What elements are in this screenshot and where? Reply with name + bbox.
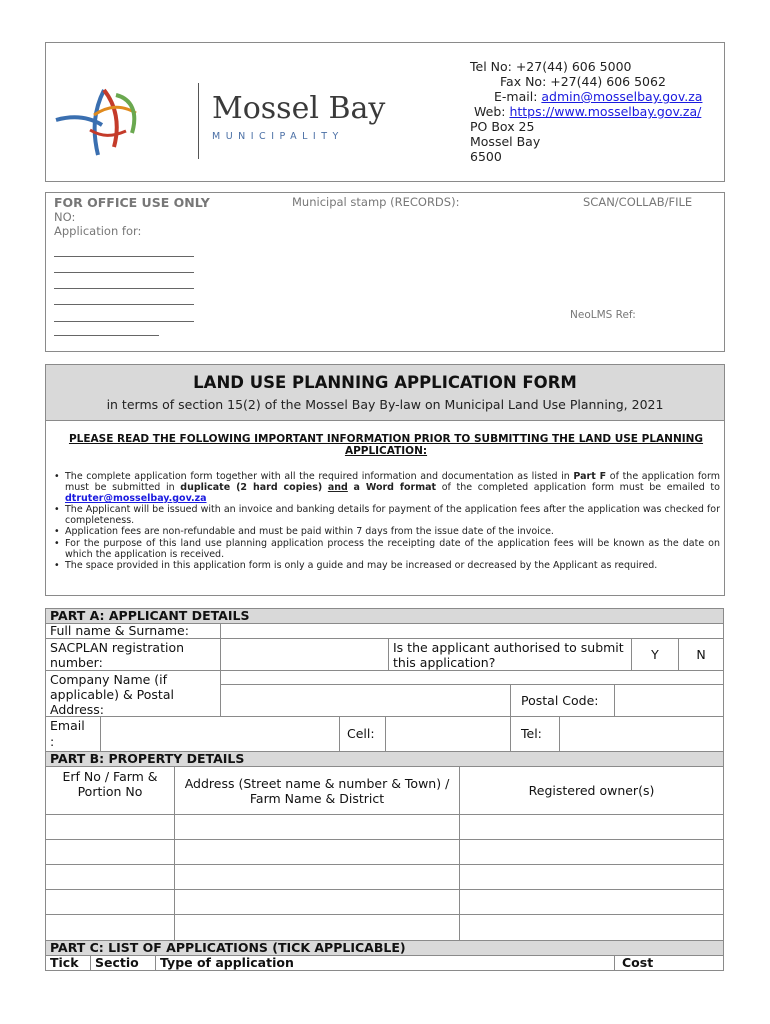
instruction-item: • The space provided in this application form is only a guide and may be increased or decreased by the Applicant as required. [52,560,720,571]
erf-no-cell[interactable] [45,814,175,840]
application-for-line[interactable] [54,335,159,336]
erf-no-column-header: Erf No / Farm & Portion No [45,766,175,815]
part-c-heading: PART C: LIST OF APPLICATIONS (TICK APPLICABLE) [45,940,724,956]
company-postal-label: Company Name (if applicable) & Postal Address: [45,670,221,717]
application-for-line[interactable] [54,288,194,289]
cell-label: Cell: [339,716,386,752]
form-title: LAND USE PLANNING APPLICATION FORM [193,373,577,392]
full-name-label: Full name & Surname: [45,623,221,639]
contact-tel: Tel No: +27(44) 606 5000 [470,59,632,74]
owner-cell[interactable] [459,889,724,915]
owner-cell[interactable] [459,814,724,840]
authorised-yes-box[interactable]: Y [631,638,679,671]
instruction-item: • For the purpose of this land use planning application process the receipting date of the application fees will be known as the date on which the application is received. [52,538,720,560]
contact-fax: Fax No: +27(44) 606 5062 [500,74,666,89]
address-column-header: Address (Street name & number & Town) / Farm Name & District [174,766,460,815]
address-cell[interactable] [174,814,460,840]
contact-email-link[interactable]: admin@mosselbay.gov.za [541,89,703,104]
office-use-title: FOR OFFICE USE ONLY [54,195,210,210]
owner-cell[interactable] [459,839,724,865]
authorised-no-box[interactable]: N [678,638,724,671]
mossel-bay-logo-mark [54,75,194,170]
neolms-ref-label: NeoLMS Ref: [570,309,636,321]
municipal-stamp-label: Municipal stamp (RECORDS): [292,195,460,209]
instruction-item: • Application fees are non-refundable and must be paid within 7 days from the issue date of the invoice. [52,526,720,537]
full-name-field[interactable] [220,623,724,639]
erf-no-cell[interactable] [45,864,175,890]
owner-cell[interactable] [459,914,724,941]
part-a-heading: PART A: APPLICANT DETAILS [45,608,724,624]
contact-town: Mossel Bay [470,134,541,149]
cost-column-header: Cost [614,955,724,971]
email-label: Email : [45,716,101,752]
contact-email-row [470,89,702,104]
contact-code: 6500 [470,149,502,164]
section-column-header: Sectio [90,955,156,971]
registered-owner-column-header: Registered owner(s) [459,766,724,815]
tick-column-header: Tick [45,955,91,971]
address-cell[interactable] [174,839,460,865]
letterhead [45,42,725,182]
contact-web-link[interactable]: https://www.mosselbay.gov.za/ [509,104,702,119]
postal-code-label: Postal Code: [510,684,615,717]
erf-no-cell[interactable] [45,839,175,865]
form-subtitle: in terms of section 15(2) of the Mossel Bay By-law on Municipal Land Use Planning, 2021 [106,397,664,412]
sacplan-label: SACPLAN registration number: [45,638,221,671]
office-no-label: NO: [54,210,76,224]
logo-name: Mossel Bay [212,91,386,126]
contact-web-row [470,104,702,119]
postal-address-field[interactable] [220,684,511,717]
authorised-question: Is the applicant authorised to submit this application? [388,638,632,671]
web-label: Web: [474,104,510,119]
instruction-item: • The Applicant will be issued with an invoice and banking details for payment of the application fees after the application was checked for completeness. [52,504,720,526]
contact-block [470,59,702,164]
postal-code-field[interactable] [614,684,724,717]
email-field[interactable] [100,716,340,752]
application-for-line[interactable] [54,304,194,305]
address-cell[interactable] [174,914,460,941]
application-for-line[interactable] [54,272,194,273]
submission-email-link[interactable]: dtruter@mosselbay.gov.za [65,493,207,505]
tel-label: Tel: [510,716,560,752]
erf-no-cell[interactable] [45,914,175,941]
part-b-heading: PART B: PROPERTY DETAILS [45,751,724,767]
important-notice: PLEASE READ THE FOLLOWING IMPORTANT INFORMATION PRIOR TO SUBMITTING THE LAND USE PLANNING APPLICATION: [68,433,704,457]
type-of-application-column-header: Type of application [155,955,615,971]
erf-no-cell[interactable] [45,889,175,915]
sacplan-field[interactable] [220,638,389,671]
instruction-item: • The complete application form together with all the required information and documentation as listed in Part F of the application form must be submitted in duplicate (2 hard copies) and a Word format of the completed application form must be emailed to dtruter@mosselbay.gov.za [52,471,720,504]
owner-cell[interactable] [459,864,724,890]
address-cell[interactable] [174,864,460,890]
address-cell[interactable] [174,889,460,915]
title-band [46,365,724,421]
office-use-box [45,192,725,352]
company-name-field[interactable] [220,670,724,685]
cell-field[interactable] [385,716,511,752]
instructions-list [52,471,720,571]
logo-divider [198,83,199,159]
email-label: E-mail: [494,89,542,104]
logo-subtitle: MUNICIPALITY [212,131,344,142]
scan-collab-file-label: SCAN/COLLAB/FILE [583,195,693,209]
application-for-line[interactable] [54,256,194,257]
form-intro-box [45,364,725,596]
application-for-label: Application for: [54,224,142,238]
application-for-line[interactable] [54,321,194,322]
tel-field[interactable] [559,716,724,752]
contact-po-box: PO Box 25 [470,119,535,134]
